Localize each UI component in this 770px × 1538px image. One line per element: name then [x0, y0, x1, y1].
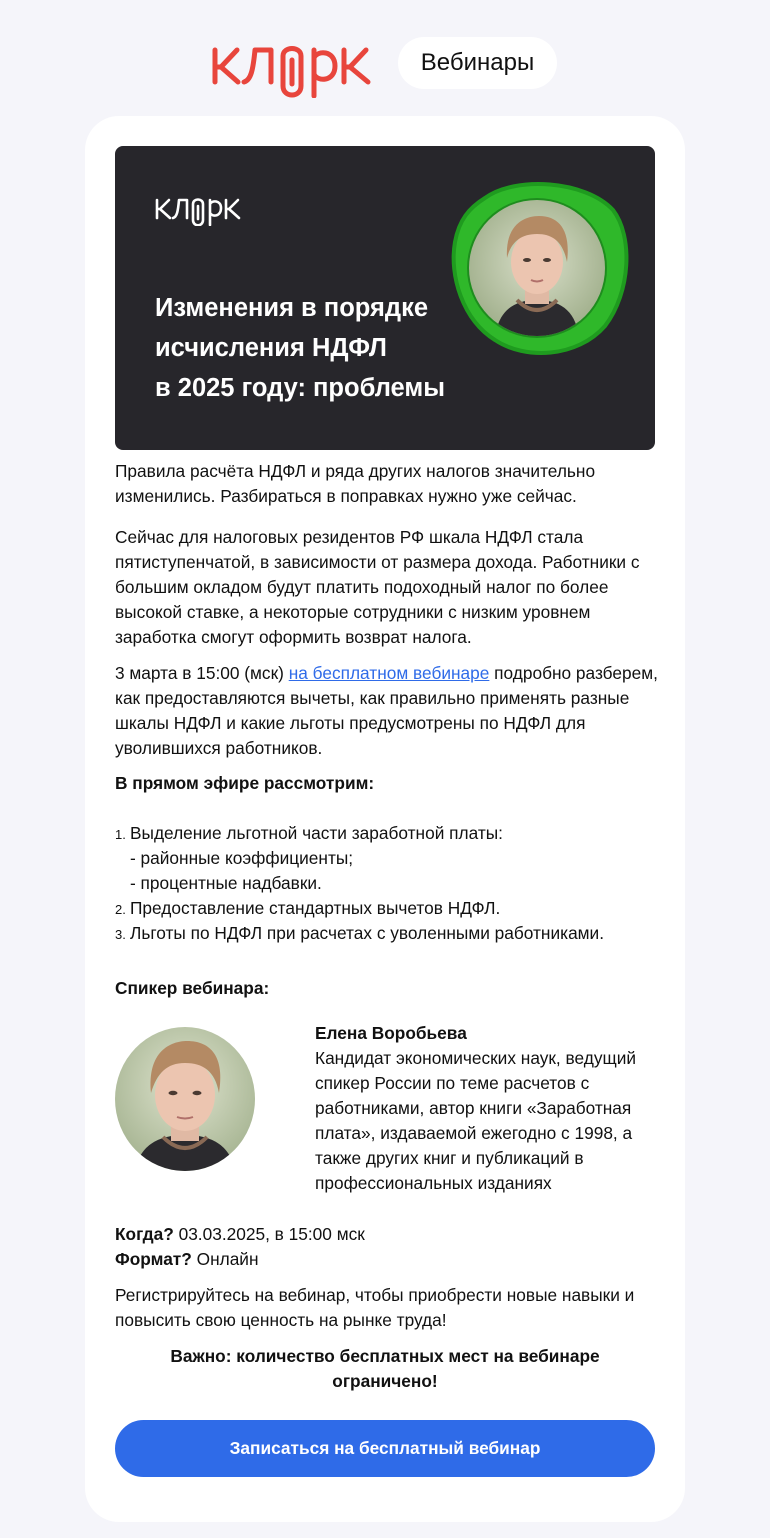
topics-heading: В прямом эфире рассмотрим: [115, 773, 375, 793]
event-when [115, 1222, 660, 1247]
details-paragraph: Сейчас для налоговых резидентов РФ шкала НДФЛ стала пятиступенчатой, в зависимости от размера дохода. Работники с большим окладом будут платить подоходный налог по более высокой ставке, а некоторые сотрудники с низким уровнем заработка смогут оформить возврат налога. [115, 527, 640, 647]
speaker-portrait-blob [445, 180, 629, 366]
list-subitem: - районные коэффициенты; [130, 848, 354, 868]
banner-klerk-logo [155, 194, 241, 226]
speaker-bio: Кандидат экономических наук, ведущий спикер России по теме расчетов с работниками, автор книги «Заработная плата», издаваемой ежегодно с 1998, а также других книг и публикаций в профессиональных изданиях [315, 1048, 637, 1193]
topics-list [115, 821, 660, 946]
speaker-avatar [115, 1027, 255, 1172]
important-note: Важно: количество бесплатных мест на вебинаре ограничено! [170, 1346, 600, 1391]
list-item: 3. Льготы по НДФЛ при расчетах с уволенными работниками. [115, 923, 605, 943]
list-subitem: - процентные надбавки. [130, 873, 322, 893]
klerk-logo[interactable] [211, 40, 375, 98]
intro-paragraph: Правила расчёта НДФЛ и ряда других налогов значительно изменились. Разбираться в поправках нужно уже сейчас. [115, 461, 596, 506]
speaker-name: Елена Воробьева [315, 1023, 467, 1043]
list-item: 1. Выделение льготной части заработной платы: - районные коэффициенты; - процентные надбавки. [115, 821, 660, 896]
when-label: Когда? [115, 1224, 174, 1244]
event-text-after: подробно разберем, как предоставляются вычеты, как правильно применять разные шкалы НДФЛ и какие льготы предусмотрены по НДФЛ для уволившихся работников. [115, 663, 658, 758]
webinar-banner [115, 146, 655, 450]
email-header [0, 0, 770, 116]
list-item: 2. Предоставление стандартных вычетов НДФЛ. [115, 898, 501, 918]
register-button[interactable]: Записаться на бесплатный вебинар [115, 1420, 655, 1477]
event-format [115, 1247, 660, 1272]
when-value: 03.03.2025, в 15:00 мск [173, 1224, 365, 1244]
register-text: Регистрируйтесь на вебинар, чтобы приобрести новые навыки и повысить свою ценность на рынке труда! [115, 1285, 635, 1330]
email-card [85, 116, 685, 1522]
free-webinar-link[interactable]: на бесплатном вебинаре [288, 663, 490, 683]
banner-title: Изменения в порядке исчисления НДФЛ в 2025 году: проблемы [155, 294, 446, 402]
format-label: Формат? [115, 1249, 192, 1269]
format-value: Онлайн [191, 1249, 259, 1269]
event-paragraph [115, 661, 660, 761]
event-text-before: 3 марта в 15:00 (мск) [115, 663, 289, 683]
speaker-heading: Спикер вебинара: [115, 978, 270, 998]
webinars-pill[interactable]: Вебинары [398, 37, 557, 89]
